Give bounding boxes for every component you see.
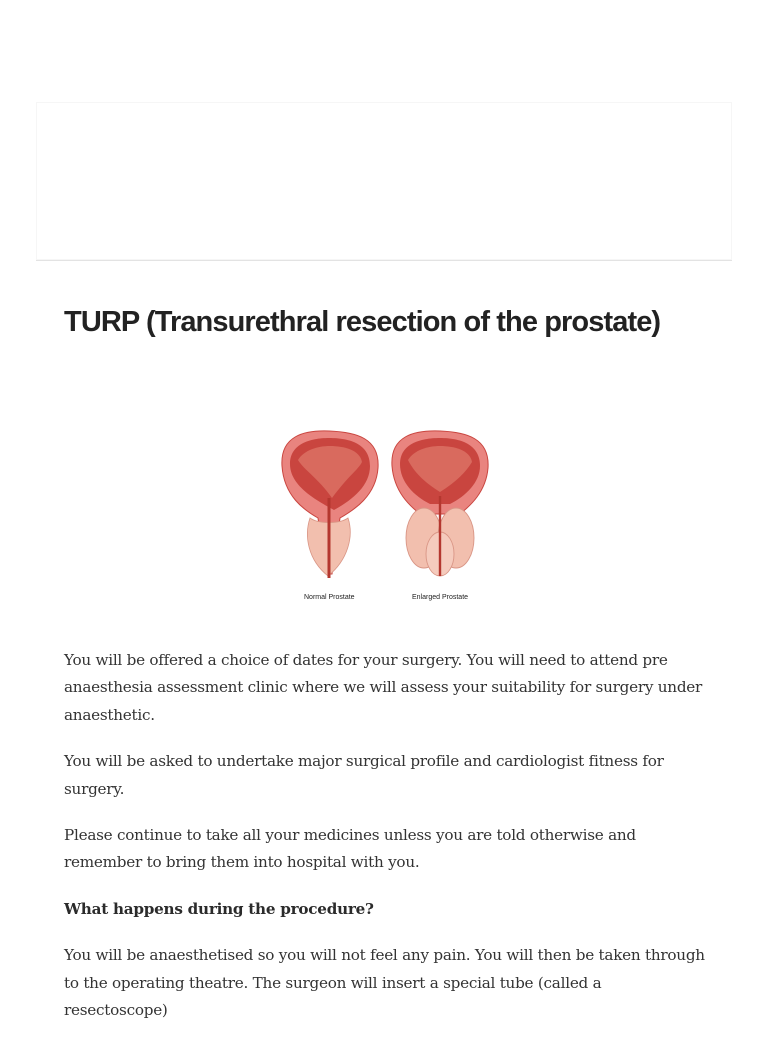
caption-normal-prostate: Normal Prostate (304, 594, 355, 601)
enlarged-prostate-graphic (392, 431, 488, 576)
prostate-diagram-graphic (274, 426, 499, 606)
normal-prostate-graphic (282, 431, 378, 578)
paragraph-fitness: You will be asked to undertake major surgical profile and cardiologist fitness for surgery. (64, 752, 664, 798)
article (64, 300, 708, 1020)
page-title: TURP (Transurethral resection of the prostate) (64, 306, 661, 338)
top-banner-placeholder (36, 102, 732, 261)
paragraph-pre-assessment: You will be offered a choice of dates for your surgery. You will need to attend pre anaesthesia assessment clinic where we will assess your suitability for surgery under anaesthetic. (64, 651, 703, 724)
prostate-illustration (274, 426, 499, 606)
paragraph-medicines: Please continue to take all your medicines unless you are told otherwise and remember to bring them into hospital with you. (64, 826, 636, 872)
caption-enlarged-prostate: Enlarged Prostate (412, 594, 469, 601)
section-heading-procedure: What happens during the procedure? (64, 899, 374, 918)
article-body (64, 647, 708, 1043)
paragraph-procedure: You will be anaesthetised so you will not feel any pain. You will then be taken through to the operating theatre. The surgeon will insert a special tube (called a resectoscope) (64, 946, 705, 1020)
